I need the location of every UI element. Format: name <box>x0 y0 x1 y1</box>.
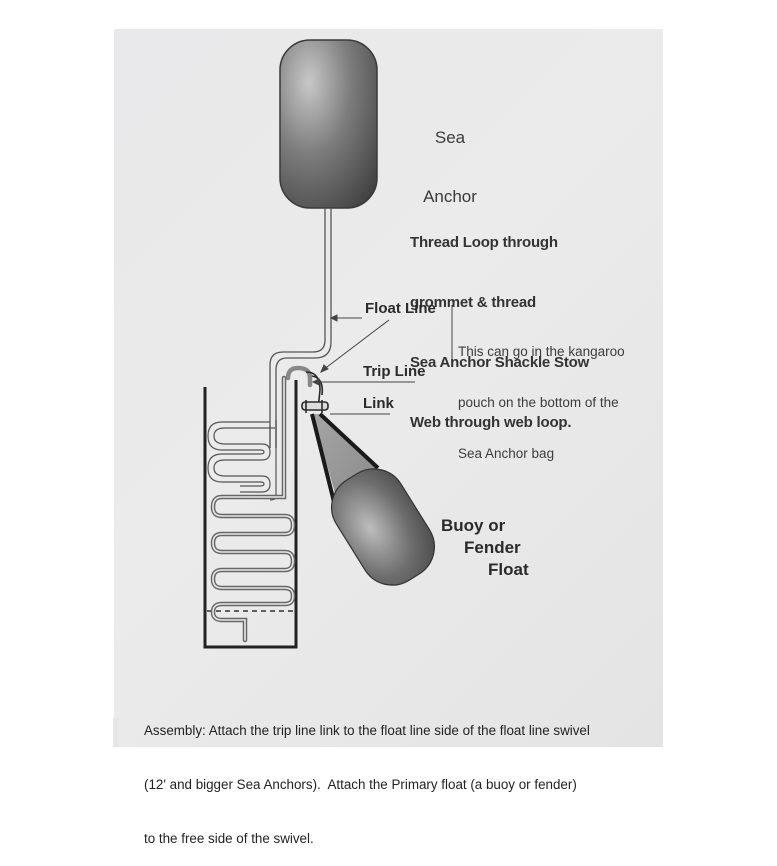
trip-line-label: Trip Line <box>363 363 426 380</box>
note-line: This can go in the kangaroo <box>458 344 625 359</box>
assembly-instructions <box>144 686 590 866</box>
instruction-line: Sea Anchor Shackle Stow <box>410 354 590 371</box>
sea-anchor-label-line: Sea <box>434 128 466 148</box>
sea-anchor-label-line: Anchor <box>423 186 477 206</box>
float-line-coils <box>208 420 276 500</box>
kangaroo-pouch-note <box>458 309 625 479</box>
sea-anchor-icon <box>280 40 377 208</box>
note-line: pouch on the bottom of the <box>458 395 619 410</box>
link-icon <box>302 372 328 413</box>
link-label: Link <box>363 395 394 412</box>
buoy-label-line1: Buoy or <box>441 516 506 535</box>
note-line: Sea Anchor bag <box>458 446 555 461</box>
buoy-label-line3: Float <box>488 560 529 579</box>
instruction-line: grommet & thread <box>410 294 536 311</box>
instruction-line: Thread Loop through <box>410 234 558 251</box>
float-line-label: Float Line <box>365 300 436 317</box>
assembly-line: Assembly: Attach the trip line link to the float line side of the float line swivel <box>144 723 590 738</box>
instruction-line: Web through web loop. <box>410 414 572 431</box>
assembly-line: to the free side of the swivel. <box>144 831 314 846</box>
assembly-line: (12' and bigger Sea Anchors). Attach the Primary float (a buoy or fender) <box>144 777 577 792</box>
buoy-label-line2: Fender <box>464 538 521 557</box>
